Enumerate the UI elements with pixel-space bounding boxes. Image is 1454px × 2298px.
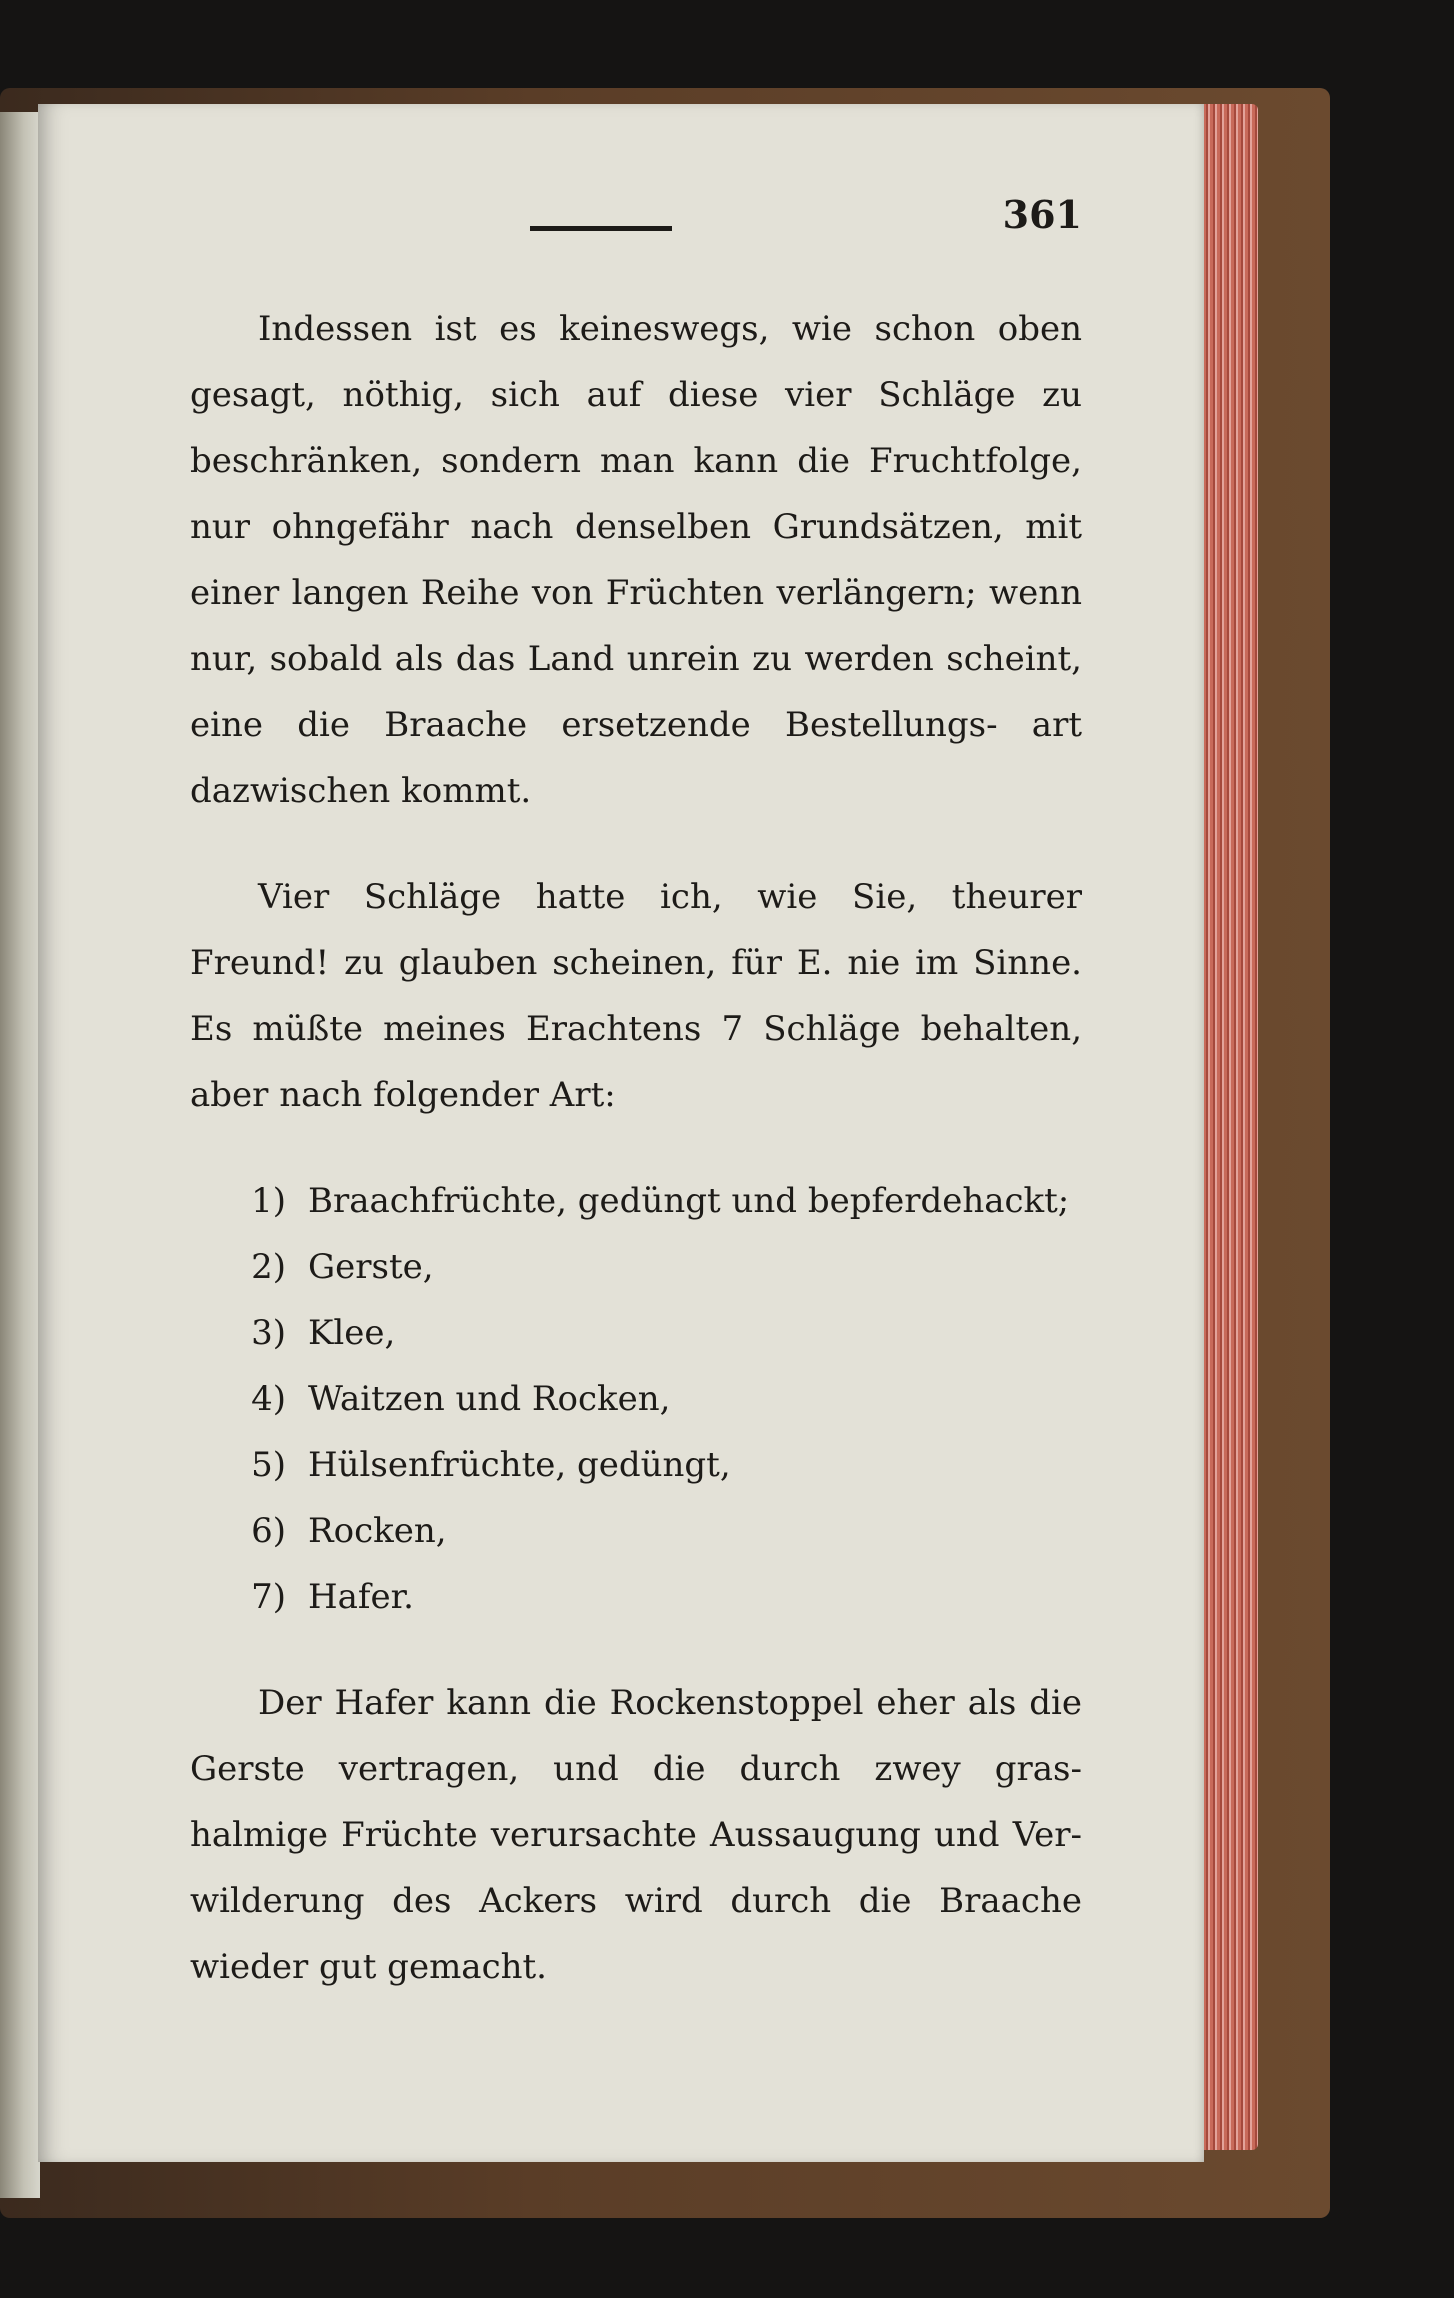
list-number: 1) [251,1181,286,1221]
list-item [190,1234,1082,1300]
list-number: 4) [251,1379,286,1419]
list-item [190,1432,1082,1498]
list-number: 5) [251,1445,286,1485]
book-page [38,104,1204,2162]
list-text: Gerste, [308,1247,434,1287]
crop-rotation-list [190,1168,1082,1630]
list-text: Waitzen und Rocken, [308,1379,671,1419]
paragraph: Vier Schläge hatte ich, wie Sie, theurer Freund! zu glauben scheinen, für E. nie im Sinne. Es müßte meines Erachtens 7 Schläge behalten, aber nach folgender Art: [190,877,1082,1115]
list-text: Rocken, [308,1511,447,1551]
list-number: 3) [251,1313,286,1353]
list-number: 2) [251,1247,286,1287]
list-number: 6) [251,1511,286,1551]
list-item [190,1564,1082,1630]
page-body [190,296,1082,2000]
list-item [190,1168,1082,1234]
list-text: Braachfrüchte, gedüngt und bepferdehackt; [308,1181,1070,1221]
list-item [190,1498,1082,1564]
page-number: 361 [1002,192,1082,237]
paragraph: Der Hafer kann die Rockenstoppel eher als die Gerste vertragen, und die durch zwey gras- halmige Früchte verursachte Aussaugung und Ver- wilderung des Ackers wird durch die Braache wieder gut gemacht. [190,1683,1082,1987]
facing-page-edge [0,112,40,2198]
list-text: Hafer. [308,1577,414,1617]
list-number: 7) [251,1577,286,1617]
paragraph: Indessen ist es keineswegs, wie schon oben gesagt, nöthig, sich auf diese vier Schläge zu beschränken, sondern man kann die Fruchtfolge, nur ohngefähr nach denselben Grundsätzen, mit einer langen Reihe von Früchten verlängern; wenn nur, sobald als das Land unrein zu werden scheint, eine die Braache ersetzende Bestellungs- art dazwischen kommt. [190,309,1082,811]
header-rule [530,226,672,231]
list-text: Klee, [308,1313,396,1353]
list-text: Hülsenfrüchte, gedüngt, [308,1445,731,1485]
list-item [190,1300,1082,1366]
list-item [190,1366,1082,1432]
page-edges [1196,104,1258,2150]
